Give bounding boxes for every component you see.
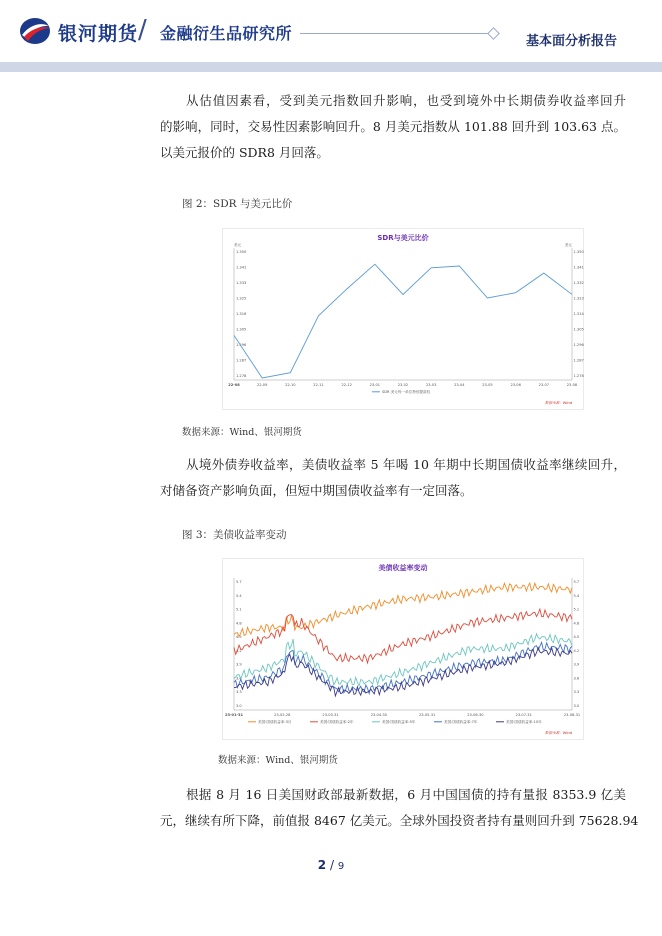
y-tick-label-left: 1.278	[236, 374, 247, 378]
legend-entry: 美国:国债收益率:2年	[320, 720, 354, 724]
x-tick-label: 23-06-30	[467, 713, 484, 717]
x-tick-label: 23-05-31	[418, 713, 436, 717]
y-tick-label-right: 4.8	[573, 621, 580, 626]
chart-title: SDR与美元比价	[377, 234, 429, 242]
paragraph-line: 元，继续有所下降，前值报 8467 亿美元。全球外国投资者持有量则回升到 75628.94	[160, 813, 639, 828]
x-tick-label: 23-08	[566, 383, 578, 387]
sdr-chart	[222, 228, 584, 410]
header-divider: /	[138, 15, 147, 45]
paragraph-2	[160, 452, 626, 504]
x-tick-label: 23-02	[397, 383, 409, 387]
page-header	[0, 0, 662, 74]
y-tick-label-left: 3.9	[236, 662, 242, 667]
legend-entry: 美国:国债收益率:10年	[506, 720, 542, 724]
chart-source-note: 数据来源：Wind	[544, 731, 572, 735]
legend-entry: 美国:国债收益率:3月	[258, 720, 292, 724]
treasury-yield-chart-svg	[222, 558, 584, 740]
institute-name: 金融衍生品研究所	[160, 24, 293, 43]
y-tick-label-right: 1.305	[573, 327, 584, 332]
y-tick-label-left: 1.287	[236, 358, 247, 363]
y-tick-label-left: 1.333	[236, 281, 247, 285]
paragraph-line: 根据 8 月 16 日美国财政部最新数据，6 月中国国债的持有量报 8353.9 亿美	[186, 787, 626, 802]
figure-2-source: 数据来源：Wind、银河期货	[182, 427, 302, 438]
y-tick-label-right: 5.4	[573, 593, 580, 598]
y-tick-label-left: 1.325	[236, 296, 247, 301]
y-tick-label-left: 5.4	[236, 593, 242, 598]
y-tick-label-right: 3.0	[573, 704, 580, 708]
y-tick-label-right: 4.5	[573, 635, 580, 640]
page-number	[0, 858, 662, 872]
y-tick-label-right: 3.3	[573, 690, 580, 695]
x-tick-label: 23-02-28	[274, 713, 291, 717]
figure-3-caption: 图 3：美债收益率变动	[182, 529, 287, 541]
y-tick-label-right: 1.341	[573, 265, 584, 270]
y-tick-label-left: 1.350	[236, 250, 247, 254]
y-tick-label-right: 4.2	[573, 648, 580, 653]
y-tick-label-left: 5.1	[236, 607, 242, 612]
x-tick-label: 23-06	[510, 383, 521, 387]
treasury-yield-chart	[222, 558, 584, 740]
x-tick-label: 22-08	[228, 383, 240, 387]
paragraph-line: 以美元报价的 SDR8 月回落。	[160, 145, 329, 160]
legend-entry: 美国:国债收益率:7年	[444, 720, 478, 724]
y-tick-label-left: 3.3	[236, 690, 242, 695]
y-tick-label-right: 5.7	[573, 580, 580, 584]
legend-entry: SDR 美元每一单位特别提款权	[382, 390, 431, 394]
page-separator: /	[329, 858, 335, 872]
y-tick-label-right: 1.278	[573, 374, 584, 378]
paragraph-line: 从境外债券收益率，美债收益率 5 年喝 10 年期中长期国债收益率继续回升，	[186, 457, 626, 472]
y-tick-label-left: 4.2	[236, 648, 242, 653]
galaxy-logo-icon	[18, 16, 52, 46]
y-tick-label-left: 1.296	[236, 343, 247, 347]
x-tick-label: 23-01	[369, 383, 381, 387]
x-tick-label: 22-12	[341, 383, 352, 387]
x-tick-label: 22-11	[313, 383, 324, 387]
header-band	[0, 62, 662, 72]
y-tick-label-left: 1.316	[236, 312, 247, 316]
y-tick-label-left: 1.305	[236, 327, 247, 332]
diamond-icon	[487, 27, 500, 40]
y-tick-label-right: 1.296	[573, 343, 584, 347]
chart-title: 美债收益率变动	[378, 564, 428, 572]
report-type: 基本面分析报告	[526, 34, 618, 49]
x-tick-label: 23-08-31	[563, 713, 581, 717]
x-tick-label: 23-03-31	[322, 713, 339, 717]
y-tick-label-left: 3.6	[236, 676, 242, 681]
paragraph-line: 对储备资产影响负面，但短中期国债收益率有一定回落。	[160, 483, 473, 498]
x-tick-label: 23-01-31	[225, 713, 243, 717]
y-tick-label-left: 4.8	[236, 621, 242, 626]
x-tick-label: 23-03	[425, 383, 437, 387]
chart-source-note: 数据来源：Wind	[544, 401, 572, 405]
paragraph-1	[160, 88, 626, 166]
x-tick-label: 23-04-30	[370, 713, 388, 717]
y-tick-label-right: 5.1	[573, 607, 580, 612]
legend-entry: 美国:国债收益率:5年	[382, 720, 416, 724]
total-pages: 9	[337, 861, 345, 872]
figure-2-caption: 图 2：SDR 与美元比价	[182, 198, 293, 210]
paragraph-line: 从估值因素看，受到美元指数回升影响，也受到境外中长期债券收益率回升	[186, 93, 626, 108]
y-tick-label-right: 1.323	[573, 296, 584, 301]
x-tick-label: 22-09	[256, 383, 268, 387]
header-rule	[300, 33, 490, 34]
y-tick-label-right: 1.332	[573, 281, 584, 285]
x-tick-label: 23-04	[454, 383, 465, 387]
y-tick-label-right: 3.6	[573, 676, 580, 681]
paragraph-line: 的影响，同时，交易性因素影响回升。8 月美元指数从 101.88 回升到 103.63 点。	[160, 119, 626, 134]
company-name: 银河期货	[58, 23, 139, 45]
x-tick-label: 23-07	[538, 383, 550, 387]
figure-3-source: 数据来源：Wind、银河期货	[218, 755, 338, 766]
x-tick-label: 23-05	[482, 383, 493, 387]
current-page: 2	[317, 858, 327, 872]
y-tick-label-left: 1.341	[236, 265, 247, 270]
x-tick-label: 23-07-31	[515, 713, 532, 717]
y-unit-left: 美元	[234, 243, 242, 247]
y-tick-label-left: 5.7	[236, 580, 242, 584]
y-tick-label-left: 3.0	[236, 704, 242, 708]
y-unit-right: 美元	[564, 243, 572, 247]
paragraph-3	[160, 782, 639, 834]
x-tick-label: 22-10	[285, 383, 296, 387]
sdr-chart-svg	[222, 228, 584, 410]
y-tick-label-right: 1.350	[573, 250, 584, 254]
y-tick-label-right: 1.314	[573, 312, 584, 316]
y-tick-label-right: 3.9	[573, 662, 580, 667]
y-tick-label-right: 1.287	[573, 358, 584, 363]
y-tick-label-left: 4.5	[236, 635, 242, 640]
